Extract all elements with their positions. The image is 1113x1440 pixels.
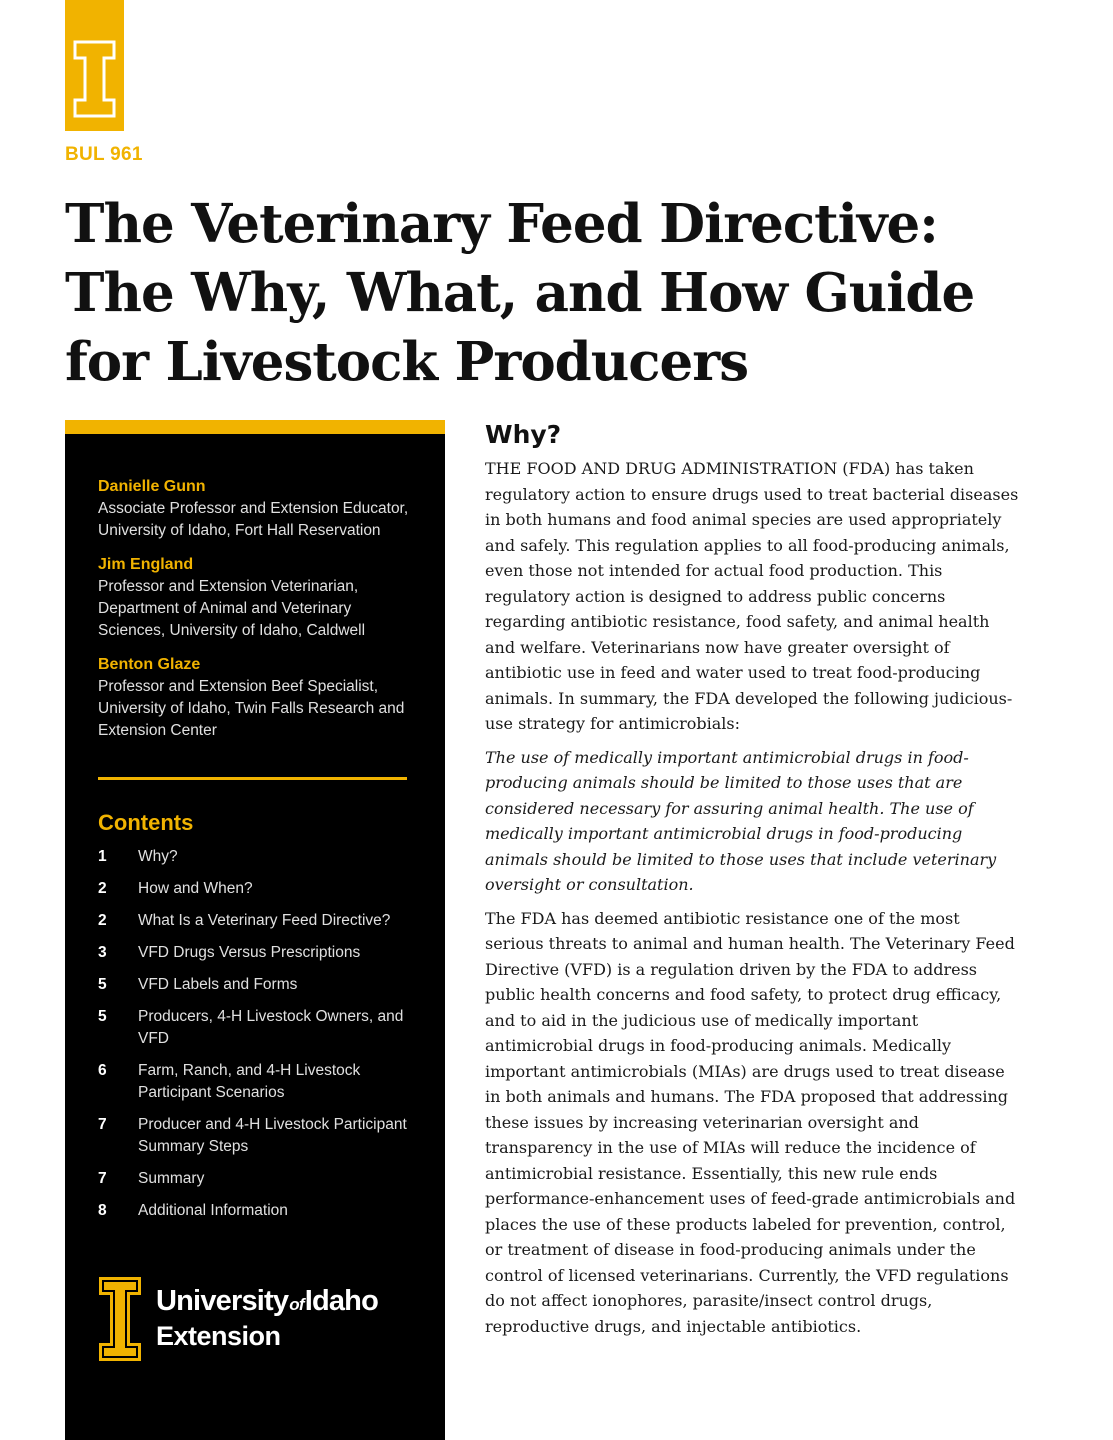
body-paragraph: The FDA has deemed antibiotic resistance one of the most serious threats to animal and human health. The Veterinary Feed Directive (VFD) is a regulation driven by the FDA to address public health concerns and food safety, to protect drug efficacy, and to aid in the judicious use of medically important antimicrobial drugs in food-producing animals. Medically important antimicrobials (MIAs) are drugs used to treat disease in both animals and humans. The FDA proposed that addressing these issues by increasing veterinarian oversight and transparency in the use of MIAs will reduce the incidence of antimicrobial resistance. Essentially, this new rule ends performance-enhancement uses of feed-grade antimicrobials and places the use of these products labeled for prevention, control, or treatment of disease in food-producing animals under the control of licensed veterinarians. Currently, the VFD regulations do not affect ionophores, parasite/insect control drugs, reproductive drugs, and injectable antibiotics. bbox=[485, 908, 1016, 1336]
bulletin-number: BUL 961 bbox=[65, 144, 143, 165]
toc-page-number: 2 bbox=[98, 880, 107, 897]
toc-item[interactable] bbox=[98, 1060, 418, 1104]
toc-item[interactable] bbox=[98, 1006, 418, 1050]
title-line: for Livestock Producers bbox=[65, 331, 749, 393]
toc-label: Producer and 4-H Livestock Participant Summary Steps bbox=[138, 1116, 407, 1155]
toc-item[interactable] bbox=[98, 974, 418, 996]
main-content bbox=[485, 418, 1020, 1347]
page-title bbox=[65, 190, 1065, 397]
toc-item[interactable] bbox=[98, 846, 418, 868]
author-role: Associate Professor and Extension Educator, University of Idaho, Fort Hall Reservation bbox=[98, 500, 409, 539]
toc-page-number: 2 bbox=[98, 912, 107, 929]
university-of-idaho-extension-logo bbox=[98, 1276, 378, 1362]
title-line: The Why, What, and How Guide bbox=[65, 262, 975, 324]
author-name: Jim England bbox=[98, 556, 194, 573]
logo-extension-text: Extension bbox=[156, 1321, 281, 1351]
toc-label: VFD Labels and Forms bbox=[138, 976, 298, 993]
author-role: Professor and Extension Beef Specialist, University of Idaho, Twin Falls Research and Extension Center bbox=[98, 678, 405, 739]
author-name: Danielle Gunn bbox=[98, 478, 206, 495]
author-entry bbox=[98, 554, 418, 642]
toc-label: Farm, Ranch, and 4-H Livestock Participant Scenarios bbox=[138, 1062, 361, 1101]
block-i-icon bbox=[73, 40, 116, 118]
sidebar bbox=[65, 420, 445, 1440]
section-heading-why: Why? bbox=[485, 420, 562, 449]
author-entry bbox=[98, 654, 418, 742]
body-paragraph: THE FOOD AND DRUG ADMINISTRATION (FDA) has taken regulatory action to ensure drugs used to treat bacterial diseases in both humans and food animal species are used appropriately and safely. This regulation applies to all food-producing animals, even those not intended for actual food production. This regulatory action is designed to address public concerns regarding antibiotic resistance, food safety, and animal health and welfare. Veterinarians now have greater oversight of antibiotic use in feed and water used to treat food-producing animals. In summary, the FDA developed the following judicious-use strategy for antimicrobials: bbox=[485, 459, 1019, 733]
toc-item[interactable] bbox=[98, 878, 418, 900]
toc-page-number: 8 bbox=[98, 1202, 107, 1219]
toc-page-number: 1 bbox=[98, 848, 107, 865]
title-line: The Veterinary Feed Directive: bbox=[65, 193, 938, 255]
toc-label: What Is a Veterinary Feed Directive? bbox=[138, 912, 391, 929]
block-i-icon bbox=[98, 1276, 142, 1362]
toc-page-number: 3 bbox=[98, 944, 107, 961]
toc-label: Why? bbox=[138, 848, 178, 865]
toc-page-number: 7 bbox=[98, 1170, 107, 1187]
toc-page-number: 5 bbox=[98, 1008, 107, 1025]
toc-page-number: 7 bbox=[98, 1116, 107, 1133]
toc-page-number: 5 bbox=[98, 976, 107, 993]
author-name: Benton Glaze bbox=[98, 656, 201, 673]
toc-label: Additional Information bbox=[138, 1202, 288, 1219]
strategy-quote: The use of medically important antimicrobial drugs in food-producing animals should be limited to those uses that are considered necessary for assuring animal health. The use of medically important antimicrobial drugs in food-producing animals should be limited to those uses that include veterinary oversight or consultation. bbox=[485, 747, 997, 894]
toc-label: How and When? bbox=[138, 880, 253, 897]
logo-idaho-text: Idaho bbox=[304, 1285, 379, 1317]
toc-label: Producers, 4-H Livestock Owners, and VFD bbox=[138, 1008, 404, 1047]
author-entry bbox=[98, 476, 418, 542]
toc-label: VFD Drugs Versus Prescriptions bbox=[138, 944, 361, 961]
university-i-logo-tab bbox=[65, 0, 124, 131]
divider bbox=[98, 777, 407, 780]
toc-label: Summary bbox=[138, 1170, 205, 1187]
toc-item[interactable] bbox=[98, 910, 418, 932]
author-list bbox=[98, 476, 418, 754]
author-role: Professor and Extension Veterinarian, Department of Animal and Veterinary Sciences, University of Idaho, Caldwell bbox=[98, 578, 366, 639]
table-of-contents bbox=[98, 846, 418, 1232]
toc-item[interactable] bbox=[98, 1114, 418, 1158]
toc-item[interactable] bbox=[98, 942, 418, 964]
toc-item[interactable] bbox=[98, 1200, 418, 1222]
toc-page-number: 6 bbox=[98, 1062, 107, 1079]
logo-university-text: University bbox=[156, 1285, 289, 1317]
logo-of-text: of bbox=[289, 1295, 304, 1314]
toc-item[interactable] bbox=[98, 1168, 418, 1190]
contents-heading: Contents bbox=[98, 810, 194, 835]
